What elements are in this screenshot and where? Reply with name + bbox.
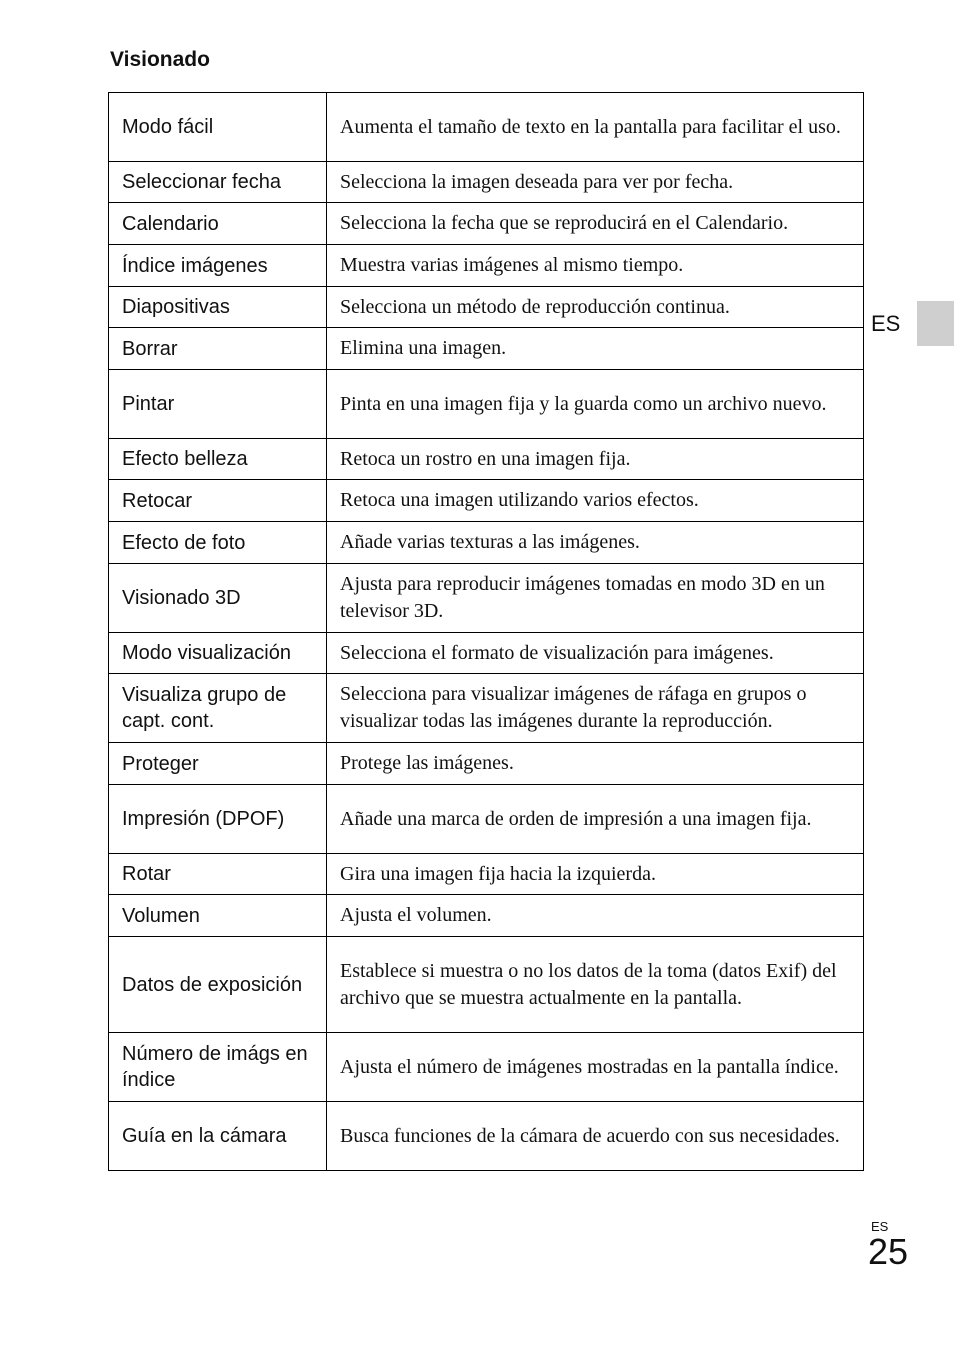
function-name: Modo visualización bbox=[109, 633, 327, 674]
function-name: Rotar bbox=[109, 854, 327, 895]
table-row bbox=[109, 480, 864, 522]
function-description: Muestra varias imágenes al mismo tiempo. bbox=[327, 245, 864, 287]
function-name: Pintar bbox=[109, 370, 327, 439]
language-side-tab bbox=[917, 301, 954, 346]
function-name: Volumen bbox=[109, 895, 327, 937]
table-row bbox=[109, 439, 864, 480]
function-name: Número de imágs en índice bbox=[109, 1033, 327, 1102]
function-name: Índice imágenes bbox=[109, 245, 327, 287]
section-title: Visionado bbox=[110, 48, 210, 71]
function-description: Busca funciones de la cámara de acuerdo con sus necesidades. bbox=[327, 1102, 864, 1171]
table-row bbox=[109, 203, 864, 245]
table-row bbox=[109, 1102, 864, 1171]
function-description: Ajusta el volumen. bbox=[327, 895, 864, 937]
function-name: Impresión (DPOF) bbox=[109, 785, 327, 854]
function-description: Selecciona un método de reproducción continua. bbox=[327, 287, 864, 328]
function-description: Añade varias texturas a las imágenes. bbox=[327, 522, 864, 564]
table-row bbox=[109, 854, 864, 895]
function-name: Proteger bbox=[109, 743, 327, 785]
table-row bbox=[109, 895, 864, 937]
function-description: Aumenta el tamaño de texto en la pantalla para facilitar el uso. bbox=[327, 93, 864, 162]
table-row bbox=[109, 245, 864, 287]
function-description: Elimina una imagen. bbox=[327, 328, 864, 370]
function-description: Ajusta para reproducir imágenes tomadas en modo 3D en un televisor 3D. bbox=[327, 564, 864, 633]
function-description: Retoca una imagen utilizando varios efectos. bbox=[327, 480, 864, 522]
function-name: Borrar bbox=[109, 328, 327, 370]
function-description: Establece si muestra o no los datos de la toma (datos Exif) del archivo que se muestra actualmente en la pantalla. bbox=[327, 937, 864, 1033]
function-name: Seleccionar fecha bbox=[109, 162, 327, 203]
table-row bbox=[109, 370, 864, 439]
table-row bbox=[109, 287, 864, 328]
function-name: Efecto de foto bbox=[109, 522, 327, 564]
table-row bbox=[109, 564, 864, 633]
function-name: Guía en la cámara bbox=[109, 1102, 327, 1171]
function-table-body bbox=[109, 93, 864, 1171]
table-row bbox=[109, 328, 864, 370]
table-row bbox=[109, 162, 864, 203]
function-description: Añade una marca de orden de impresión a una imagen fija. bbox=[327, 785, 864, 854]
function-name: Retocar bbox=[109, 480, 327, 522]
function-description: Ajusta el número de imágenes mostradas en la pantalla índice. bbox=[327, 1033, 864, 1102]
function-name: Datos de exposición bbox=[109, 937, 327, 1033]
function-description: Selecciona para visualizar imágenes de ráfaga en grupos o visualizar todas las imágenes durante la reproducción. bbox=[327, 674, 864, 743]
function-name: Efecto belleza bbox=[109, 439, 327, 480]
side-language-label: ES bbox=[871, 311, 901, 336]
function-name: Modo fácil bbox=[109, 93, 327, 162]
function-description: Pinta en una imagen fija y la guarda como un archivo nuevo. bbox=[327, 370, 864, 439]
function-description: Protege las imágenes. bbox=[327, 743, 864, 785]
function-name: Visualiza grupo de capt. cont. bbox=[109, 674, 327, 743]
function-description: Selecciona el formato de visualización para imágenes. bbox=[327, 633, 864, 674]
page-language-label: ES bbox=[871, 1219, 889, 1234]
table-row bbox=[109, 522, 864, 564]
page-number: 25 bbox=[868, 1231, 909, 1272]
table-row bbox=[109, 743, 864, 785]
table-row bbox=[109, 1033, 864, 1102]
function-description: Selecciona la imagen deseada para ver por fecha. bbox=[327, 162, 864, 203]
table-row bbox=[109, 633, 864, 674]
function-description: Selecciona la fecha que se reproducirá en el Calendario. bbox=[327, 203, 864, 245]
table-row bbox=[109, 785, 864, 854]
function-name: Diapositivas bbox=[109, 287, 327, 328]
table-row bbox=[109, 93, 864, 162]
table-row bbox=[109, 674, 864, 743]
function-table bbox=[108, 92, 864, 1171]
function-name: Calendario bbox=[109, 203, 327, 245]
function-description: Gira una imagen fija hacia la izquierda. bbox=[327, 854, 864, 895]
function-name: Visionado 3D bbox=[109, 564, 327, 633]
table-row bbox=[109, 937, 864, 1033]
function-description: Retoca un rostro en una imagen fija. bbox=[327, 439, 864, 480]
